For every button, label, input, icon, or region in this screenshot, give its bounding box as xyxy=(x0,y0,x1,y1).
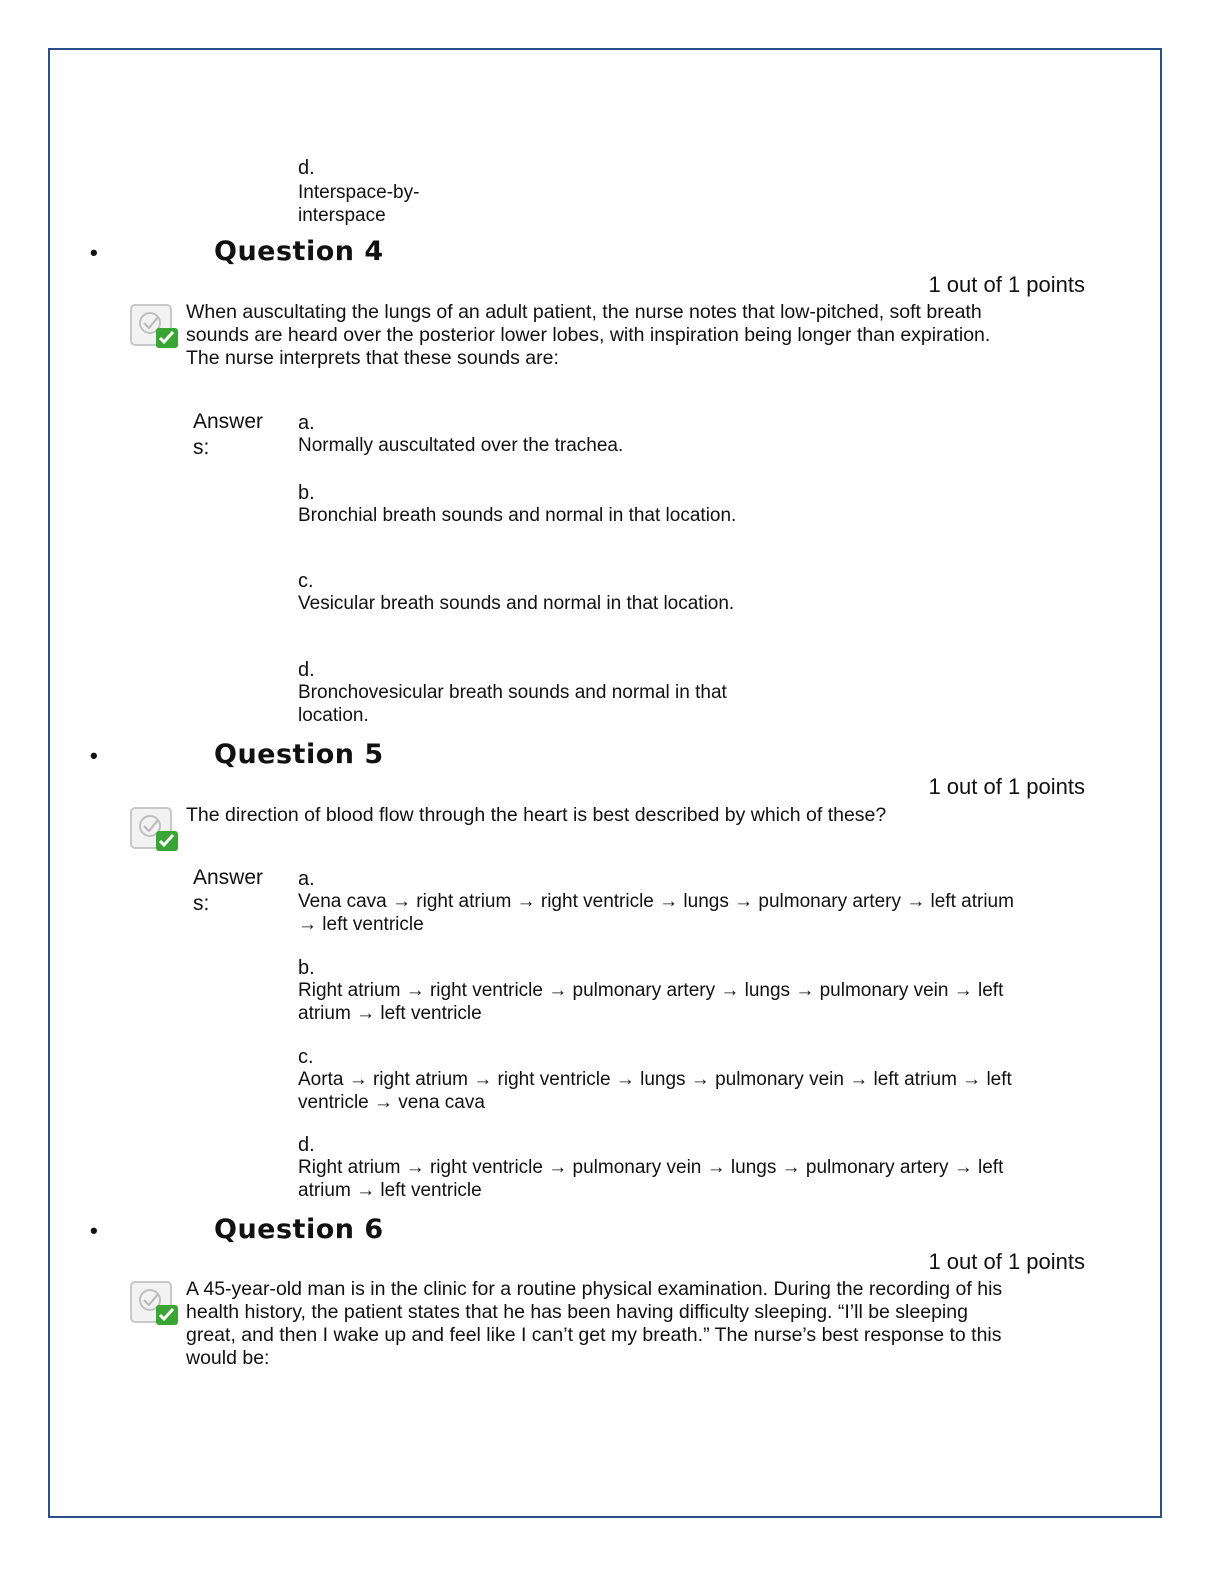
question-5-option-d xyxy=(298,1134,1038,1202)
option-text: Aorta → right atrium → right ventricle → lungs → pulmonary vein → left atrium → left ventricle → vena cava xyxy=(298,1069,1012,1113)
question-5-text: The direction of blood flow through the heart is best described by which of these? xyxy=(186,804,887,826)
option-letter: c. xyxy=(298,1046,314,1068)
question-5-bullet: • xyxy=(90,743,98,768)
question-5-points: 1 out of 1 points xyxy=(928,774,1085,799)
question-4-option-c xyxy=(298,570,768,615)
option-letter: d. xyxy=(298,659,315,681)
prev-option-d-text-line1: Interspace-by- xyxy=(298,182,420,203)
question-6-title: Question 6 xyxy=(214,1214,384,1245)
question-6-text: A 45-year-old man is in the clinic for a routine physical examination. During the recording of his health history, the patient states that he has been having difficulty sleeping. “I’ll be sleeping great, and then I wake up and feel like I can’t get my breath.” The nurse’s best response to this would be: xyxy=(186,1278,1003,1369)
option-text: Vesicular breath sounds and normal in that location. xyxy=(298,593,735,614)
question-6-points: 1 out of 1 points xyxy=(928,1249,1085,1274)
option-text: Right atrium → right ventricle → pulmonary artery → lungs → pulmonary vein → left atrium → left ventricle xyxy=(298,980,1004,1024)
question-4-title: Question 4 xyxy=(214,236,384,267)
question-4-option-d xyxy=(298,659,768,727)
question-4-option-b xyxy=(298,482,768,527)
question-5-answers-label: Answer s: xyxy=(193,866,264,915)
correct-checkmark-icon xyxy=(130,302,176,346)
option-letter: b. xyxy=(298,482,315,504)
option-text: Bronchovesicular breath sounds and normal in that location. xyxy=(298,682,727,726)
option-text: Right atrium → right ventricle → pulmonary vein → lungs → pulmonary artery → left atrium → left ventricle xyxy=(298,1157,1004,1201)
prev-option-d-letter: d. xyxy=(298,157,315,179)
correct-checkmark-icon xyxy=(130,805,176,849)
question-4-answers-label: Answer s: xyxy=(193,410,264,459)
question-5-title: Question 5 xyxy=(214,739,384,770)
prev-option-d-text-line2: interspace xyxy=(298,205,386,226)
question-4-text: When auscultating the lungs of an adult patient, the nurse notes that low-pitched, soft breath sounds are heard over the posterior lower lobes, with inspiration being longer than expiration. The nurse interprets that these sounds are: xyxy=(186,301,991,369)
question-5-option-b xyxy=(298,957,1038,1025)
question-4-points: 1 out of 1 points xyxy=(928,272,1085,297)
question-4-bullet: • xyxy=(90,240,98,265)
question-6-bullet: • xyxy=(90,1218,98,1243)
option-letter: c. xyxy=(298,570,314,592)
question-4-option-a xyxy=(298,412,768,457)
option-text: Normally auscultated over the trachea. xyxy=(298,435,624,456)
option-letter: a. xyxy=(298,868,315,890)
question-5-option-a xyxy=(298,868,1038,936)
option-letter: a. xyxy=(298,412,315,434)
option-letter: b. xyxy=(298,957,315,979)
correct-checkmark-icon xyxy=(130,1279,176,1323)
option-text: Bronchial breath sounds and normal in that location. xyxy=(298,505,737,526)
option-text: Vena cava → right atrium → right ventricle → lungs → pulmonary artery → left atrium → left ventricle xyxy=(298,891,1014,935)
question-5-option-c xyxy=(298,1046,1038,1114)
option-letter: d. xyxy=(298,1134,315,1156)
